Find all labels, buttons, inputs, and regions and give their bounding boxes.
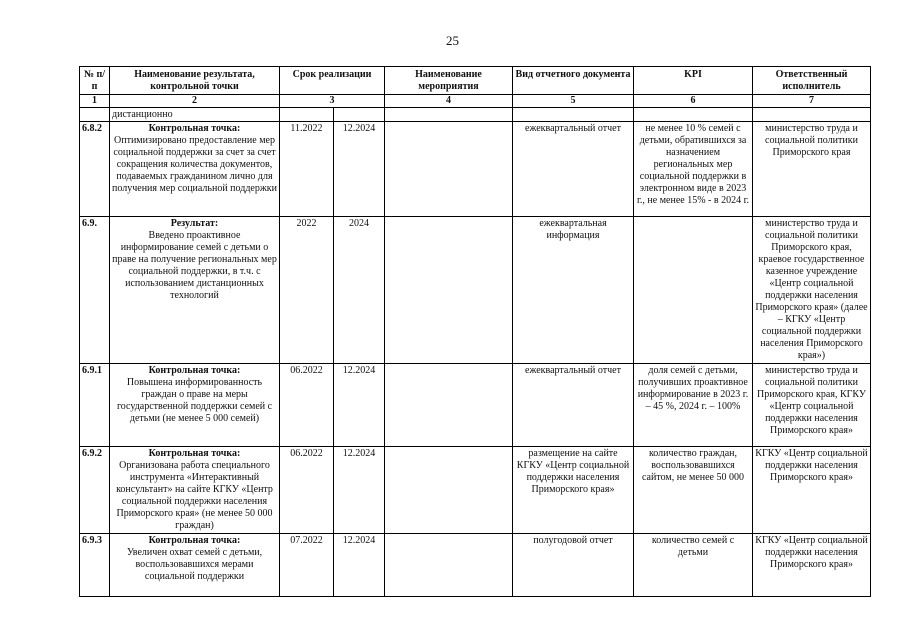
end-date: 12.2024 (334, 122, 385, 217)
result-cell (110, 217, 280, 364)
start-date: 11.2022 (280, 122, 334, 217)
result-title: Результат: (170, 218, 219, 229)
column-index: 1 (80, 95, 110, 108)
result-text: Повышена информированность граждан о праве на меры государственной поддержки семей с детьми (не менее 5 000 семей) (116, 377, 273, 424)
report-type: ежеквартальная информация (513, 217, 634, 364)
responsible: КГКУ «Центр социальной поддержки населения Приморского края» (753, 447, 871, 534)
start-date: 06.2022 (280, 447, 334, 534)
result-cell (110, 447, 280, 534)
responsible: министерство труда и социальной политики Приморского края, краевое государственное казенное учреждение «Центр социальной поддержки населения Приморского края» (далее – КГКУ «Центр социальной поддержки населения Приморского края») (753, 217, 871, 364)
event-name (385, 447, 513, 534)
start-date: 2022 (280, 217, 334, 364)
result-text: Увеличен охват семей с детьми, воспользовавшихся мерами социальной поддержки (126, 547, 263, 582)
row-number: 6.8.2 (80, 122, 110, 217)
column-index-row (80, 95, 871, 108)
table-row (80, 364, 871, 447)
result-title: Контрольная точка: (148, 123, 241, 134)
column-index: 3 (280, 95, 385, 108)
event-name (385, 534, 513, 597)
report-type: ежеквартальный отчет (513, 122, 634, 217)
result-title: Контрольная точка: (148, 535, 241, 546)
report-type: ежеквартальный отчет (513, 364, 634, 447)
end-date: 12.2024 (334, 534, 385, 597)
plan-table (79, 66, 871, 597)
header-result-name: Наименование результата, контрольной точки (110, 67, 280, 95)
row-number: 6.9.1 (80, 364, 110, 447)
header-event-name: Наименование мероприятия (385, 67, 513, 95)
page-number: 25 (446, 33, 459, 48)
row-number: 6.9. (80, 217, 110, 364)
report-type: полугодовой отчет (513, 534, 634, 597)
responsible: КГКУ «Центр социальной поддержки населения Приморского края» (753, 534, 871, 597)
start-date: 07.2022 (280, 534, 334, 597)
table-row (80, 122, 871, 217)
event-name (385, 217, 513, 364)
event-name (385, 122, 513, 217)
start-date: 06.2022 (280, 364, 334, 447)
result-title: Контрольная точка: (148, 365, 241, 376)
table-row (80, 534, 871, 597)
column-index: 4 (385, 95, 513, 108)
column-index: 7 (753, 95, 871, 108)
header-responsible: Ответственный исполнитель (753, 67, 871, 95)
responsible: министерство труда и социальной политики Приморского края (753, 122, 871, 217)
kpi-value: количество граждан, воспользовавшихся сайтом, не менее 50 000 (634, 447, 753, 534)
kpi-value: количество семей с детьми (634, 534, 753, 597)
event-name (385, 364, 513, 447)
result-title: Контрольная точка: (148, 448, 241, 459)
table-row (80, 217, 871, 364)
row-number: 6.9.2 (80, 447, 110, 534)
result-text: Оптимизировано предоставление мер социальной поддержки за счет за счет сокращения количества документов, подаваемых гражданином лично для получения мер социальной поддержки (112, 135, 277, 194)
column-index: 2 (110, 95, 280, 108)
header-kpi: KPI (634, 67, 753, 95)
column-index: 6 (634, 95, 753, 108)
responsible: министерство труда и социальной политики Приморского края, КГКУ «Центр социальной поддержки населения Приморского края» (753, 364, 871, 447)
kpi-value: доля семей с детьми, получивших проактивное информирование в 2023 г. – 45 %, 2024 г. – 100% (634, 364, 753, 447)
end-date: 12.2024 (334, 364, 385, 447)
kpi-value (634, 217, 753, 364)
end-date: 2024 (334, 217, 385, 364)
table-row (80, 447, 871, 534)
end-date: 12.2024 (334, 447, 385, 534)
result-text: Введено проактивное информирование семей с детьми о праве на получение региональных мер социальной поддержки, в т.ч. с использованием дистанционных технологий (112, 230, 277, 301)
header-implementation-period: Срок реализации (280, 67, 385, 95)
header-report-type: Вид отчетного документа (513, 67, 634, 95)
result-cell (110, 364, 280, 447)
report-type: размещение на сайте КГКУ «Центр социальной поддержки населения Приморского края» (513, 447, 634, 534)
kpi-value: не менее 10 % семей с детьми, обратившихся за назначением региональных мер социальной поддержки в электронном виде в 2023 г., не менее 15% - в 2024 г. (634, 122, 753, 217)
continuation-row (80, 108, 871, 122)
row-number: 6.9.3 (80, 534, 110, 597)
continuation-text: дистанционно (110, 108, 280, 122)
result-cell (110, 122, 280, 217)
header-row (80, 67, 871, 95)
result-cell (110, 534, 280, 597)
header-number: № п/п (80, 67, 110, 95)
result-text: Организована работа специального инструмента «Интерактивный консультант» на сайте КГКУ «Центр социальной поддержки населения Приморского края» (не менее 50 000 граждан) (116, 460, 273, 531)
column-index: 5 (513, 95, 634, 108)
